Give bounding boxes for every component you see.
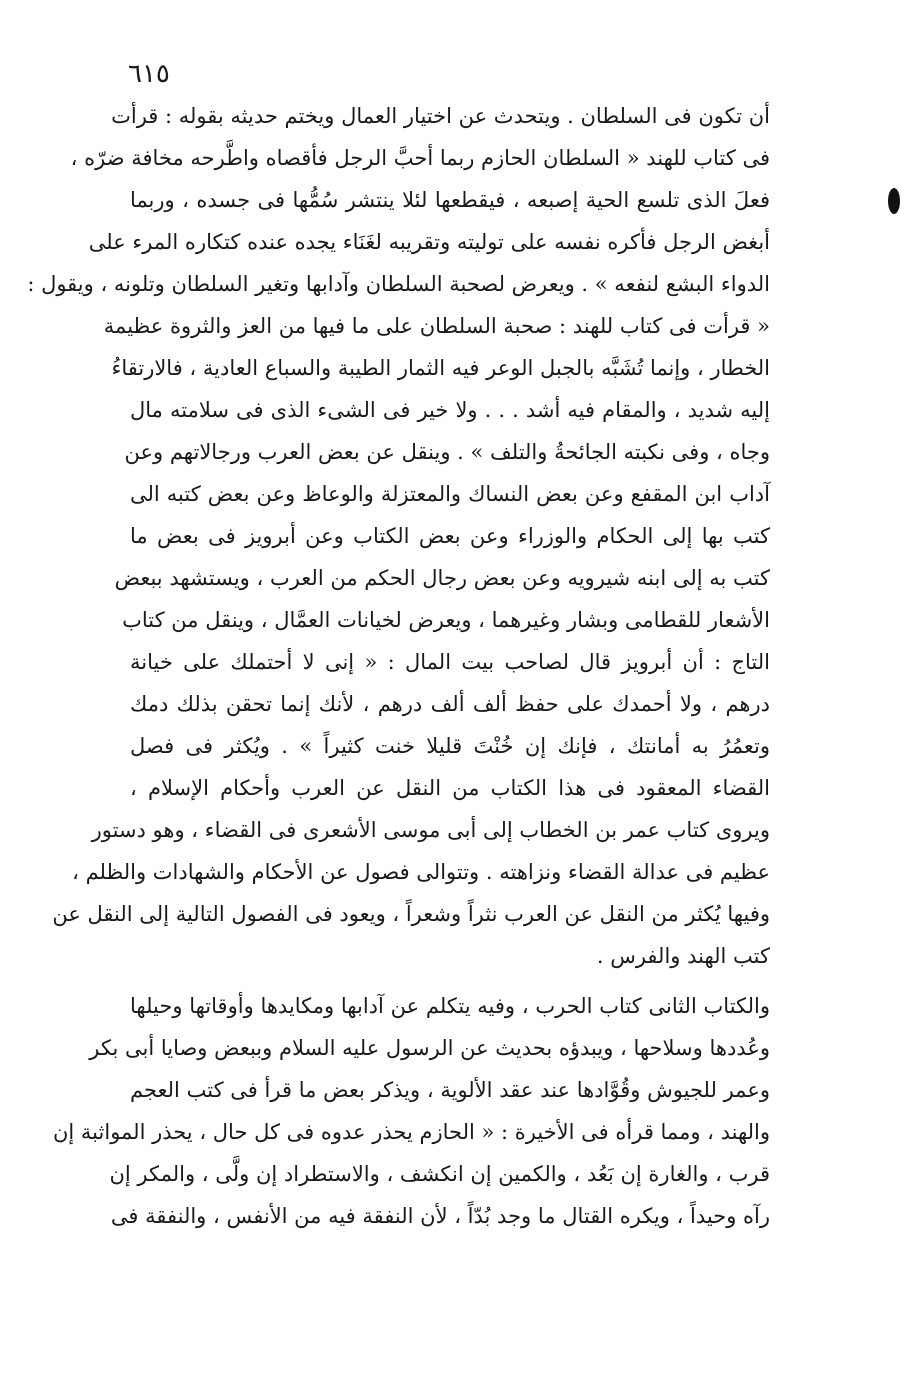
text-line: قرب ، والغارة إن بَعُد ، والكمين إن انكشف ، والاستطراد إن ولَّى ، والمكر إن bbox=[109, 1162, 770, 1186]
text-line: والهند ، ومما قرأه فى الأخيرة : « الحازم يحذر عدوه فى كل حال ، يحذر المواثبة إن bbox=[52, 1120, 770, 1144]
text-line: الدواء البشع لنفعه » . ويعرض لصحبة السلطان وآدابها وتغير السلطان وتلونه ، ويقول : bbox=[27, 272, 770, 296]
text-line: وفيها يُكثر من النقل عن العرب نثراً وشعراً ، ويعود فى الفصول التالية إلى النقل عن bbox=[52, 902, 770, 926]
text-line: رآه وحيداً ، ويكره القتال ما وجد بُدّاً ، لأن النفقة فيه من الأنفس ، والنفقة فى bbox=[110, 1204, 770, 1228]
text-line: درهم ، ولا أحمدك على حفظ ألف ألف درهم ، لأنك إنما تحقن بذلك دمك bbox=[130, 692, 770, 716]
text-line: « قرأت فى كتاب للهند : صحبة السلطان على ما فيها من العز والثروة عظيمة bbox=[103, 314, 770, 338]
paragraph-one bbox=[27, 95, 770, 977]
text-line: وعُددها وسلاحها ، ويبدؤه بحديث عن الرسول عليه السلام وببعض وصايا أبى بكر bbox=[89, 1036, 770, 1060]
page-number: ٦١٥ bbox=[128, 59, 170, 89]
text-line: عظيم فى عدالة القضاء ونزاهته . وتتوالى فصول عن الأحكام والشهادات والظلم ، bbox=[72, 860, 770, 884]
text-line: والكتاب الثانى كتاب الحرب ، وفيه يتكلم عن آدابها ومكايدها وأوقاتها وحيلها bbox=[130, 994, 770, 1018]
text-line: أبغض الرجل فأكره نفسه على توليته وتقريبه لغَنَاء يجده عنده كتكاره المرء على bbox=[88, 230, 770, 254]
text-line: الخطار ، وإنما تُشَبَّه بالجبل الوعر فيه الثمار الطيبة والسباع العادية ، فالارتقاءُ bbox=[111, 356, 770, 380]
text-line: فى كتاب للهند « السلطان الحازم ربما أحبَّ الرجل فأقصاه واطَّرحه مخافة ضرّه ، bbox=[70, 146, 770, 170]
text-line: آداب ابن المقفع وعن بعض النساك والمعتزلة والوعاظ وعن بعض كتبه الى bbox=[130, 482, 770, 506]
text-line: وجاه ، وفى نكبته الجائحةُ والتلف » . وينقل عن بعض العرب ورجالاتهم وعن bbox=[124, 440, 770, 464]
text-line: التاج : أن أبرويز قال لصاحب بيت المال : « إنى لا أحتملك على خيانة bbox=[130, 650, 770, 674]
text-line: فعلَ الذى تلسع الحية إصبعه ، فيقطعها لئلا ينتشر سُمُّها فى جسده ، وربما bbox=[130, 188, 770, 212]
text-line: وتعمُرُ به أمانتك ، فإنك إن خُنْتَ قليلا خنت كثيراً » . ويُكثر فى فصل bbox=[130, 734, 770, 758]
text-line: وعمر للجيوش وقُوَّادها عند عقد الألوية ، ويذكر بعض ما قرأ فى كتب العجم bbox=[130, 1078, 770, 1102]
margin-ink-mark bbox=[888, 188, 900, 214]
text-line: الأشعار للقطامى وبشار وغيرهما ، ويعرض لخيانات العمَّال ، وينقل من كتاب bbox=[122, 608, 770, 632]
text-line: ويروى كتاب عمر بن الخطاب إلى أبى موسى الأشعرى فى القضاء ، وهو دستور bbox=[91, 818, 770, 842]
text-line: القضاء المعقود فى هذا الكتاب من النقل عن العرب وأحكام الإسلام ، bbox=[130, 776, 770, 800]
text-line: كتب الهند والفرس . bbox=[596, 944, 770, 968]
text-line: إليه شديد ، والمقام فيه أشد . . . ولا خير فى الشىء الذى فى سلامته مال bbox=[130, 398, 770, 422]
text-line: كتب به إلى ابنه شيرويه وعن بعض رجال الحكم من العرب ، ويستشهد ببعض bbox=[114, 566, 770, 590]
text-line: أن تكون فى السلطان . ويتحدث عن اختيار العمال ويختم حديثه بقوله : قرأت bbox=[111, 104, 770, 128]
paragraph-two bbox=[52, 985, 770, 1237]
text-line: كتب بها إلى الحكام والوزراء وعن بعض الكتاب وعن أبرويز فى بعض ما bbox=[130, 524, 770, 548]
